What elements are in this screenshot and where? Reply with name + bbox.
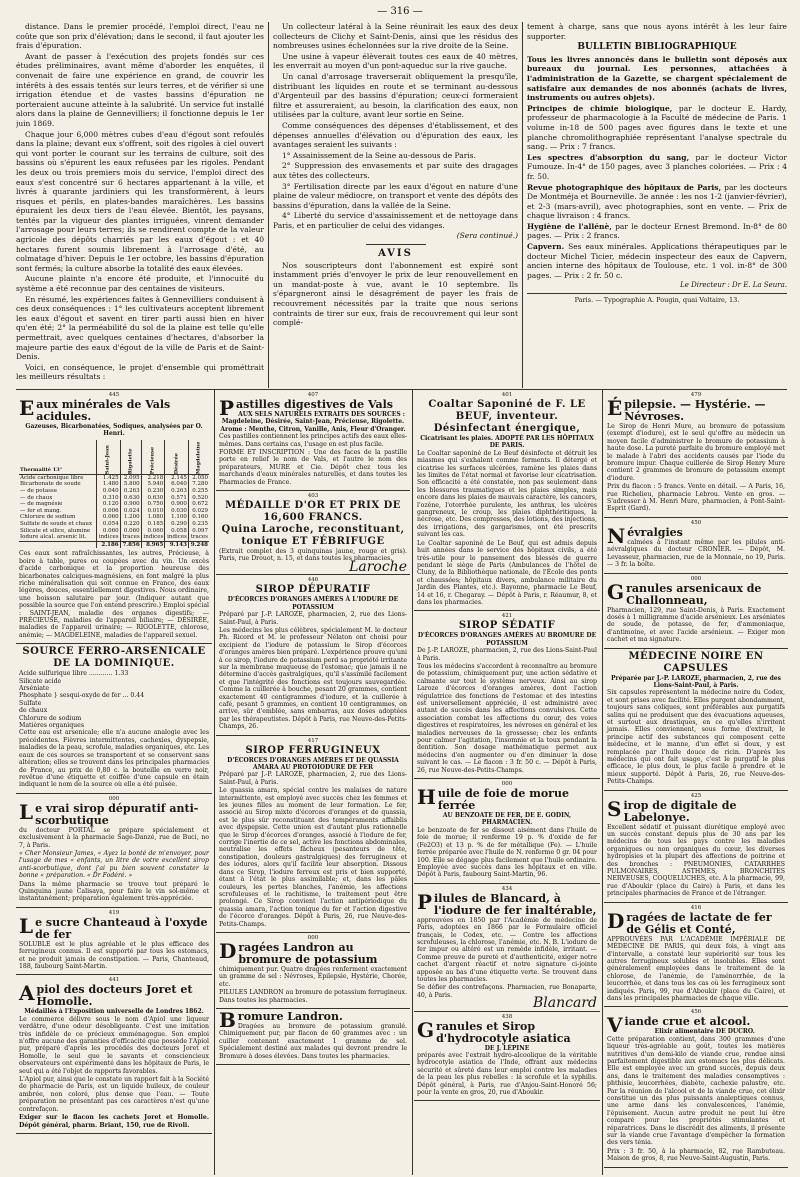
bulletin-entry xyxy=(527,183,787,221)
ad-title-rest: ragées de lactate de fer de Gélis et Conté, xyxy=(626,910,772,936)
advertisement xyxy=(604,1007,788,1167)
ad-number: 401 xyxy=(501,392,513,398)
table-cell: 0.160 xyxy=(188,514,209,521)
table-cell: 1.100 xyxy=(165,514,189,521)
ad-title xyxy=(417,1017,597,1045)
table-cell: — de chaux xyxy=(20,494,53,501)
table-cell: 0.058 xyxy=(165,528,189,535)
ad-text: Le benzoate de fer se dissout aisément dans l'huile de foie de morue; il renferme 19 p. % d'oxide de fer (Fe2O3) et 13 p. % de fer métallique (Fe). — L'huile ferrée préparée avec l'huile de N. renferme 0 gr. 04 pour 100. Elle se dégage plus facilement que l'huile ordinaire. Employée avec succès dans les hôpitaux et en ville. Dépôt à Paris, faubourg Saint-Martin, 96. xyxy=(417,826,597,879)
article-column-3 xyxy=(527,22,787,390)
ad-line: Matières organiques xyxy=(19,722,84,730)
ad-title-rest: iande crue et alcool. xyxy=(624,1015,751,1029)
table-row xyxy=(19,514,209,521)
advertisement xyxy=(604,518,788,574)
table-header xyxy=(165,440,189,475)
ad-title-initial: É xyxy=(607,396,623,420)
ad-text: chimiquement pur. Quatre dragées renferment exactement un gramme de sel : Névroses, Épilepsie, Hystérie, Chorée, etc. xyxy=(219,965,407,988)
table-header-label: Saint-Jean xyxy=(105,445,111,475)
table-row xyxy=(19,474,209,481)
ad-text: Tous les médecins s'accordent à reconnaître au bromure de potassium, chimiquement pur, une action sédative et calmante sur tout le système nerveux. Ainsi au sirop Laroze d'écorces d'oranges amères, dont l'action régulatrice des fonctions de l'estomac et des intestins est universellement appréciée, il est administré avec autant de succès dans les affections convulsives. Cette association combat les affections du cœur, des voies digestives et respiratoires, les névroses en général et les maladies nerveuses de la grossesse; chez les enfants pour calmer l'agitation, l'insomnie et la toux pendant la dentition. Son dosage mathématique permet aux médecins d'en augmenter ou d'en diminuer la dose suivant le cas. — Le flacon : 3 fr. 50 c. — Dépôt à Paris, 26, rue Neuve-des-Petits-Champs. xyxy=(417,662,597,774)
ad-title xyxy=(19,799,209,827)
imprint: Paris. — Typographie A. Pougin, quai Voltaire, 13. xyxy=(574,296,740,305)
ad-title xyxy=(607,908,785,936)
table-cell: 0.097 xyxy=(188,528,209,535)
table-cell: 0.571 xyxy=(165,495,189,502)
table-cell: 0.060 xyxy=(120,528,141,535)
table-cell: 2.186 xyxy=(96,541,120,548)
ad-number: 421 xyxy=(501,613,513,620)
table-cell: 2.095 xyxy=(120,474,141,481)
article-paragraph: 1° Assainissement de la Seine au-dessous de Paris. xyxy=(282,150,476,160)
advertisement xyxy=(216,736,410,933)
ad-signature: Blancard xyxy=(533,995,597,1012)
ad-title-initial: L xyxy=(19,913,34,938)
ad-title-initial: S xyxy=(607,796,622,821)
ad-signature: Laroche xyxy=(349,558,407,575)
ad-number: 445 xyxy=(108,392,120,398)
table-cell: 0.672 xyxy=(188,501,209,508)
column-rule xyxy=(602,390,603,1175)
advertisement xyxy=(414,611,600,779)
ad-line: Silicate acide xyxy=(19,677,62,685)
advertisement xyxy=(16,794,212,908)
table-header xyxy=(141,440,165,475)
table-cell: 0.120 xyxy=(96,501,120,508)
article-paragraph: Avant de passer à l'exécution des projets fondés sur ces études préliminaires, avant même d'aborder les enquêtes, il convenait de faire une expérience en grand, de couvrir les intérêts à des essais tentés sur leurs terres, et de vérifier si une irrigation étendue et de vastes bassins d'épuration ne porteraient aucune atteinte à la salubrité. Un service fut installé alors dans la plaine de Gennevilliers; il fonctionne depuis le 1er juin 1869. xyxy=(16,51,264,128)
ad-text: calmées à l'instant même par les pilules anti-névralgiques du docteur CRONIER. — Dépôt, M. Levasseur, pharmacien, rue de la Monnaie, no 19, Paris. — 3 fr. la boîte. xyxy=(607,538,785,569)
ad-number: 416 xyxy=(690,904,702,911)
ad-title-rest: e vrai sirop dépuratif anti-scorbutique xyxy=(35,801,199,827)
article-column-1 xyxy=(16,22,264,390)
ad-subtitle: Gazeuses, Bicarbonatées, Sodiques, analysées par O. Henri. xyxy=(25,423,203,438)
ad-text: Pharmacien, 129, rue Saint-Denis, à Paris. Exactement dosés à 1 milligramme d'acide arsénieux. Les arséniates de soude, de potasse, de fer, d'ammoniaque, d'antimoine, et avec l'acide arsénieux. — Exiger mon cachet et ma signature. xyxy=(607,606,785,644)
ad-line: Chlorure de sodium xyxy=(19,714,82,722)
ad-subtitle: Elixir alimentaire DE DUCRO. xyxy=(654,1028,755,1036)
ad-title-rest: évralgies xyxy=(627,525,683,539)
table-cell: 1.480 xyxy=(96,481,120,488)
ad-title: MÉDAILLE D'OR ET PRIX DE 16,600 FRANCS. xyxy=(225,500,401,524)
article-paragraph: Voici, en conséquence, le projet d'ensemble qui prométtrait les meilleurs résultats : xyxy=(16,362,264,382)
ad-number: 000 xyxy=(690,575,702,582)
ad-subtitle: AU BENZOATE DE FER, DE E. GODIN, PHARMACIEN. xyxy=(442,812,572,827)
ad-title-rest: ilules de Blancard, à l'iodure de fer inaltérable, xyxy=(434,891,597,917)
ad-text: L'Apiol pur, ainsi que le constate un rapport fait à la Société de pharmacie de Paris, est un liquide huileux, de couleur ambrée, non coloré, plus dense que l'eau. — Toute préparation ne présentant pas ces caractères n'est qu'une contrefaçon. xyxy=(19,1076,209,1113)
table-header-label: Magdeleine xyxy=(195,441,202,475)
ad-number: 000 xyxy=(307,934,319,941)
table-cell: 5.800 xyxy=(120,481,141,488)
article-paragraph: Un canal d'arrosage traverserait obliquement la presqu'île, distribuant les liquides en route et se terminant au-dessous d'Argenteuil par des bassins d'épuration; ceux-ci formeraient filtre et assureraient, au besoin, la clarification des eaux, non utilisées par la culture, avant leur sortie en Seine. xyxy=(273,71,518,120)
table-cell: indices xyxy=(165,534,189,541)
ad-title-rest: aux minérales de Vals acidules. xyxy=(36,398,171,423)
column-rule xyxy=(214,390,215,1175)
table-cell: — fer et mang. xyxy=(20,507,62,514)
table-cell: 8.965 xyxy=(141,541,165,548)
table-cell: Sulfate de soude et chaux xyxy=(20,520,93,527)
bulletin-entry-title: Les spectres d'absorption du sang, xyxy=(527,152,690,162)
bulletin-entry-text: par le docteur E. Hardy, professeur de pharmacologie à la Faculté de médecine de Paris. 1 volume in-18 de 500 pages avec figures dans le texte et une planche chromolithographiée représentant l'analyse spectrale du sang. — Prix : 7 francs. xyxy=(527,103,787,152)
ad-title-initial: D xyxy=(607,908,625,933)
ad-number: 479 xyxy=(690,392,702,398)
ad-text: Exiger sur le flacon les cachets Joret et Homolle. Dépôt général, pharm. Briant, 150, rue de Rivoli. xyxy=(19,1114,209,1129)
page-number: — 316 — xyxy=(377,6,423,17)
table-cell: 0.263 xyxy=(165,488,189,495)
table-cell: 0.255 xyxy=(188,488,209,495)
ad-title: SOURCE FERRO-ARSENICALE DE LA DOMINIQUE. xyxy=(22,646,206,670)
ad-text: (Extrait complet des 3 quinquinas jaune, rouge et gris). Paris, rue Drouot, n. 15, et dans toutes les pharmacies. xyxy=(219,548,407,563)
ad-subtitle: D'ÉCORCES D'ORANGES AMÈRES À L'IODURE DE POTASSIUM xyxy=(227,596,399,611)
ad-title-initial: D xyxy=(219,938,237,963)
table-cell: Silicate et silice, alumine xyxy=(20,527,91,534)
advertisement xyxy=(414,390,600,611)
ad-title-initial: E xyxy=(19,396,35,420)
advertisement xyxy=(604,649,788,791)
table-cell: 9.248 xyxy=(188,541,209,548)
ad-title: SIROP SÉDATIF xyxy=(458,620,556,632)
ad-title-initial: G xyxy=(607,579,625,604)
ad-title xyxy=(607,523,785,548)
ad-title: MÉDECINE NOIRE EN CAPSULES xyxy=(628,650,764,674)
ad-text: Le Coaltar saponiné de Le Beuf, qui est admis depuis huit années dans le service des hôpitaux civils, a été très-utile pour le pansement des blessés de guerre pendant le siège de Paris (Ambulances de l'hôtel de Cluny, de la Bibliothèque nationale, de l'École des ponts et chaussées; hôpitaux divers, ambulance militaire du Jardin des Plantes, etc.). Bayonne, pharmacie Le Beuf, 14 et 16, r. Chegaray. — Dépôt à Paris, r. Réaumur, 8, et dans les pharmacies. xyxy=(417,539,597,606)
table-cell: — de potasse xyxy=(20,488,57,494)
table-cell: 0.060 xyxy=(96,528,120,535)
ad-title xyxy=(607,579,785,607)
table-cell: 7.856 xyxy=(120,541,141,548)
ad-text: Préparé par J.-P. LAROZE, pharmacien, 2, rue des Lions-Saint-Paul, à Paris. xyxy=(219,771,407,786)
ad-text: Les médecins les plus célèbres, spécialement M. le docteur Ph. Ricord et M. le professeur Nélaton ont choisi pour excipient de l'iodure de potassium le Sirop d'écorces d'oranges amères bien préparé. L'expérience prouve qu'uni à ce sirop, l'iodure de potassium perd sa propriété irritante sur la membrane muqueuse de l'estomac; que jamais il ne détermine d'accès gastralgiques, qu'il s'assimile facilement et que l'intégrité des fonctions est toujours sauvegardée. Comme la cuillerée à bouche, pesant 20 grammes, contient exactement 40 centigrammes d'iodure, et la cuillerée à café, pesant 5 grammes, en contient 10 centigrammes, on arrive, sûr d'emblée, sans embarras, aux doses adoptées par les thérapeutistes. Dépôt à Paris, rue Neuve-des-Petits-Champs, 26. xyxy=(219,626,407,731)
ad-text: De J.-P. LAROZE, pharmacien, 2, rue des Lions-Saint-Paul à Paris. xyxy=(417,647,597,662)
advertisement xyxy=(216,491,410,575)
article-paragraph: Chaque jour 6,000 mètres cubes d'eau d'égout sont refoulés dans la plaine; devant eux s'offrent, soit des rigoles à ciel ouvert qui vont porter le courant sur les terrains de culture, soit des bassins où s'épurent les eaux refusées par les rigoles. Pendant les deux ou trois premiers mois du service, l'emploi direct des eaux s'est concentré sur 6 hectares appartenant à la ville, et livrés à quarante jardiniers qui les transformèrent, à leurs risques et périls, en plates-bandes maraîchères. Les bassins épuraient les deux tiers de l'eau élevée. Bientôt, les paysans, tentés par la vigueur des plantes irriguées, vinrent demander l'arrosage pour leurs terres; ils se rendirent compte de la valeur agricole des dépôts charriés par les eaux d'égout : et 40 hectares furent soumis librement à l'arrosage d'été, au colmatage d'hiver. Depuis le 1er octobre, les bassins d'épuration sont fermés; la culture absorbe la totalité des eaux élevées. xyxy=(16,129,264,273)
column-rule xyxy=(412,390,413,1175)
ad-line: Sulfate xyxy=(19,699,42,707)
bulletin-entry-text: par le docteur Victor Fumouze. In-4° de 150 pages, avec 3 planches coloriées. — Prix : 4 fr. 50. xyxy=(527,152,787,181)
ad-title xyxy=(607,396,785,423)
ad-title-initial: N xyxy=(607,523,626,548)
ad-title-initial: L xyxy=(19,799,34,824)
table-cell: 0.024 xyxy=(120,508,141,515)
ad-text: Le Coaltar saponiné de Le Beuf désinfecte et détruit les miasmes qui s'exhalent comme ferments. Il détergé et cicatrise les surfaces ulcérées, ramène les plaies dans les limites de l'état normal et favorise leur cicatrisation. Son efficacité a été constatée, non pas seulement dans les blessures traumatiques et les plaies simples, mais encore dans les plaies de mauvais caractère, les cancers, l'ozène, l'otorrhée purulente, les anthrax, les ulcères gangreneux, le croup, les plaies diphthéritiques, la nécrose, etc. Des compresses, des lotions, des injections, des irrigations, des gargarismes, ont été prescrits suivant les cas. xyxy=(417,449,597,539)
article-column-2 xyxy=(273,22,518,390)
article-paragraph: 2° Suppression des envasements et par suite des dragages aux têtes des collecteurs. xyxy=(273,161,518,180)
article-paragraph: 3° Fertilisation directe par les eaux d'égout en nature d'une plaine de valeur médiocre, on transport et vente des dépôts des bassins d'épuration, dans la vallée de la Seine. xyxy=(273,181,518,210)
ad-text: Le commerce délivre sous le nom d'Apiol une liqueur verdâtre, d'une odeur désobligeante. C'est une imitation très infidèle de ce précieux emménagogue. Son emploi n'offre aucune des garanties d'efficacité que possède l'Apiol pur, préparé d'après les procédés des docteurs Joret et Homolle, le seul que le savants et consciencieux observateurs ont expérimenté dans les hôpitaux de Paris, le seul qui a été l'objet de rapports favorables. xyxy=(19,1015,209,1075)
ad-title xyxy=(417,785,597,813)
ad-title-rest: ranules et Sirop d'hydrocotyle asiatica xyxy=(436,1019,571,1045)
ad-title xyxy=(607,796,785,824)
table-cell: 0.230 xyxy=(141,488,165,495)
divider xyxy=(527,293,787,294)
table-row xyxy=(19,528,209,535)
bulletin-entry xyxy=(527,153,787,182)
advertisement xyxy=(604,903,788,1008)
ad-title xyxy=(219,1008,407,1032)
ads-column-1 xyxy=(16,390,212,1175)
table-cell: indices xyxy=(141,534,165,541)
article-paragraph: En résumé, les expériences faites à Gennevilliers conduisent à ces deux conséquences : 1° les cultivateurs acceptent librement les eaux d'égout et savent en tirer parti aussi bien en hiver qu'en été; 2° la perméabilité du sol de la plaine est telle qu'elle permettrait, avec quelques centaines d'hectares, d'absorber la majeure partie des eaux d'égout de la ville de Paris et de Saint-Denis. xyxy=(16,294,264,362)
bulletin-entry xyxy=(527,242,787,280)
bulletin-entry-title: Capvern. xyxy=(527,242,565,252)
table-cell: Chlorure de sodium xyxy=(20,514,76,521)
ad-title-initial: P xyxy=(417,889,433,914)
advertisement xyxy=(604,574,788,649)
table-cell: 0.054 xyxy=(96,521,120,528)
ad-title xyxy=(219,396,407,420)
article-paragraph: Un collecteur latéral à la Seine réunirait les eaux des deux collecteurs de Clichy et Saint-Denis, ainsi que les résidus des nombreuses usines échelonnées sur la rive droite de la Seine. xyxy=(273,22,518,51)
table-header xyxy=(188,440,209,475)
ad-text: FORME ET INSCRIPTION : Une des faces de la pastille porte en relief le nom de Vals, et l'autre le nom des préparateurs, MURE et Cie. Dépôt chez tous les marchands d'eaux minérales naturelles, et dans toutes les Pharmacies de France. xyxy=(219,449,407,486)
table-cell: 0.290 xyxy=(165,521,189,528)
ad-title xyxy=(417,889,597,917)
ad-number: 438 xyxy=(501,1013,513,1020)
table-cell: 0.006 xyxy=(96,508,120,515)
table-cell: 2.218 xyxy=(141,474,165,481)
ad-text: PILULES LANDRON au bromure de potassium ferrugineux. Dans toutes les pharmacies. xyxy=(219,989,407,1004)
ad-line: Acide sulfurique libre ............ 1.33 xyxy=(19,670,129,678)
continued-note: (Sera continué.) xyxy=(456,231,518,241)
table-cell: 0.060 xyxy=(141,528,165,535)
table-cell: Bicarbonate de soude xyxy=(20,481,81,488)
advertisement xyxy=(16,390,212,644)
ad-text: Le Sirop de Henri Mure, au bromure de potassium (exempt d'iodure), est le seul qu'offre au médecin un moyen facile d'administrer le bromure de potassium à haute dose. La pureté parfaite du bromure employé met le malade à l'abri des accidents causés par l'iode du bromure impur. Chaque cuillerée de Sirop Henry Mure contient 2 grammes de bromure de potassium exempt d'iodure. xyxy=(607,423,785,482)
table-cell: Acide carbonique libre xyxy=(20,474,84,481)
director-signature: Le Directeur : Dr E. La Seura. xyxy=(680,281,787,290)
table-header xyxy=(120,440,141,475)
advertisement xyxy=(216,933,410,1009)
ad-text: Préparé par J.-P. LAROZE, pharmacien, 2, rue des Lions-Saint-Paul, à Paris. xyxy=(219,611,407,626)
ad-title-initial: P xyxy=(219,396,235,420)
advertisement xyxy=(414,884,600,1012)
table-cell: 0.029 xyxy=(188,508,209,515)
advertisement xyxy=(414,1012,600,1102)
ad-title-initial: H xyxy=(417,785,436,810)
ad-text: Excellent sédatif et puissant diurétique employé avec un succès constant depuis plus de 30 ans par les médecins de tous les pays contre les maladies organiques ou non organiques du cœur, les diverses hydropisies et la plupart des affections de poitrine et des bronches : PNEUMONIES, CATARRHES PULMONAIRES, ASTHMES, BRONCHITES NERVEUSES, COQUELUCHES, etc. À la pharmacie, 99, rue d'Aboukir (place du Caire) à Paris, et dans les principales pharmacies de France et de l'étranger. xyxy=(607,823,785,898)
table-cell: 1.200 xyxy=(120,514,141,521)
table-total-row xyxy=(19,541,209,548)
table-cell: 1.425 xyxy=(96,474,120,481)
table-cell: 0.750 xyxy=(141,501,165,508)
table-cell: 2.050 xyxy=(188,474,209,481)
bulletin-entry-title: Hygiène de l'allénè, xyxy=(527,221,612,231)
table-cell: 0.235 xyxy=(188,521,209,528)
table-cell: Iodure alcal. arsenic lit. xyxy=(20,534,87,541)
ad-title: SIROP FERRUGINEUX xyxy=(245,744,381,756)
divider xyxy=(366,244,426,245)
ad-number: 446 xyxy=(307,577,319,584)
ad-line: Phosphate } sesqui-oxyde de fer ... 0.44 xyxy=(19,692,145,700)
avis-text: Nos souscripteurs dont l'abonnement est expiré sont instamment priés d'envoyer le prix de leur renouvellement en un mandat-poste à vue, avant le 10 septembre. Ils s'épargneront ainsi le désagrément de payer les frais de recouvrement nécessités par la traite que nous serions contraints de tirer sur eux, frais de recouvrement qui leur sont complé- xyxy=(273,260,518,328)
analysis-table xyxy=(19,440,209,549)
advertisement xyxy=(16,975,212,1134)
table-header-label: Thermalité 13° xyxy=(20,467,63,474)
ad-title-rest: astilles digestives de Vals xyxy=(236,398,393,411)
ad-number: 441 xyxy=(108,977,120,984)
column-rule xyxy=(268,22,269,388)
table-cell: 2.145 xyxy=(165,474,189,481)
bulletin-intro: Tous les livres annoncés dans le bulletin sont déposés aux bureaux du journal. Les personnes, attachées à l'administration de la Gazette, se chargent spécialement de satisfaire aux demandes de nos abonnés (achats de livres, instruments ou autres objets). xyxy=(527,54,787,103)
ad-subtitle: AUX SELS NATURELS EXTRAITS DES SOURCES : Magdeleine, Désirée, Saint-Jean, Précieuse, Rigolette. Arome : Menthe, Citron, Vanille, Anis, Fleur d'Oranger. xyxy=(220,411,406,433)
ad-line: de chaux xyxy=(19,707,48,715)
ad-title: SIROP DÉPURATIF xyxy=(255,584,371,596)
table-cell: 0.900 xyxy=(165,501,189,508)
table-cell: 0.030 xyxy=(165,508,189,515)
bulletin-title: BULLETIN BIBLIOGRAPHIQUE xyxy=(577,42,737,53)
ad-title-secondary: Quina Laroche, reconstituant, tonique ET FÉBRIFUGE xyxy=(221,524,405,548)
ad-text: approuvées en 1850 par l'Académie de médecine de Paris, adoptées en 1866 par le Formulaire officiel français, le Codex, etc. — Contre les affections scrofuleuses, la chlorose, l'anémie, etc. N. B. L'iodure de fer impur ou altéré est un remède infidèle, irritant. — Comme preuve de pureté et d'authenticité, exiger notre cachet d'argent réactif et notre signature ci-jointe apposée au bas d'une étiquette verte. Se trouvent dans toutes les pharmacies. xyxy=(417,916,597,983)
ad-text: Cette préparation contient, dans 300 grammes d'une liqueur très-agréable au goût, toutes les matières nutritives d'un demi-kilo de viande crue, rendue ainsi parfaitement digestible aux estomacs les plus délicats. Elle est employée avec un grand succès, depuis deux ans, dans le traitement des maladies consomptives : phthisie, leucorrhées, diabète, cachexie palustre, etc. Par la réunion de l'alcool et de la viande crue, cet élixir constitue un des plus puissants analeptiques connus, une arme dans les convalescences, l'anémie, l'épuisement. Aucun autre produit ne peut lui être comparé pour les propriétés stimulantes et réparatrices. Dans le discrédit des aliments, il présente sur la viande crue l'avantage d'empêcher la formation des vers ténia. xyxy=(607,1035,785,1147)
table-cell: 0.010 xyxy=(141,508,165,515)
ad-text: Cette eau est arsenicale; elle n'a aucune analogie avec les précédentes. Fièvres intermittentes, cachexies, dyspepsie, maladies de la peau, scrofule, maladies organiques, etc. Les eaux de ces sources se transportent et se conservent sans altération; elles se trouvent dans les principales pharmacies de France, au prix de 0,80 c. la bouteille en verre noir, revêtue d'une étiquette et coiffée d'une capsule en étain indiquant le nom de la source où elle a été puisée. xyxy=(19,729,209,789)
table-row xyxy=(19,481,209,488)
ad-text: Prix du flacon : 5 francs. Vente en détail. — A Paris, 16, rue Richelieu, pharmacie Lebrou. Vente en gros. — S'adresser à M. Henri Mure, pharmacien, à Pont-Saint-Esprit (Gard). xyxy=(607,483,785,513)
avis-title: AVIS xyxy=(378,248,413,260)
advertisement xyxy=(414,779,600,884)
advertisement xyxy=(216,390,410,491)
ad-number: 403 xyxy=(307,493,319,500)
ad-text: Ces eaux sont rafraîchissantes, les autres, Précieuse, à boire à table, pures ou coupées avec du vin. Un excès d'acide carbonique et la proportion heureuse des bicarbonates calciques-magnésiens, en font malgré la plus riche minéralisation qui soit connue en France, des eaux légères, douces, essentiellement digestives. Nous ordinaire, une boisson salutaire par jour. (Indiquer autant que possible la source que l'on entend prescrire.) Emploi spécial : SAINT-JEAN, maladie des organes digestifs; — PRÉCIEUSE, maladies de l'appareil biliaire; — DÉSIRÉE, maladies de l'appareil urinaire; — RIGOLETTE, chlorose, anémie; — MAGDELEINE, maladies de l'appareil sexuel. xyxy=(19,550,209,639)
table-header-label: Désirée xyxy=(173,453,180,475)
ad-title: Coaltar Saponiné de F. LE BEUF, inventeur. Désinfectant énergique, xyxy=(428,399,586,434)
ad-number: 425 xyxy=(690,792,702,799)
ad-title-rest: piol des docteurs Joret et Homolle. xyxy=(36,983,193,1009)
table-cell: indices xyxy=(96,534,120,541)
table-header xyxy=(96,440,120,475)
table-row xyxy=(19,521,209,528)
table-cell: 1.080 xyxy=(141,514,165,521)
ad-title-rest: e sucre Chanteaud à l'oxyde de fer xyxy=(35,915,208,941)
table-header xyxy=(19,440,96,475)
advertisement xyxy=(216,575,410,735)
table-cell: 0.060 xyxy=(96,514,120,521)
ad-title xyxy=(19,396,209,423)
ad-subtitle: Préparée par J.-P. LAROZE, pharmacien, 2, rue des Lions-Saint-Paul, à Paris. xyxy=(611,674,781,689)
ad-title-initial: V xyxy=(607,1013,623,1038)
table-row xyxy=(19,501,209,508)
ads-column-3 xyxy=(414,390,600,1175)
ad-number: 407 xyxy=(307,392,319,398)
table-row xyxy=(19,534,209,541)
ad-text: Dans la même pharmacie se trouve tout préparé le Quinquina jaune Calisaya, pour faire le vin sol-même et instantanément; préparation également très-appréciée. xyxy=(19,880,209,903)
ad-title-rest: ranules arsenicaux de Challonneau, xyxy=(626,581,762,607)
article-paragraph: 4° Liberté du service d'assainissement et de nettoyage dans Paris, et en particulier de celui des vidanges. xyxy=(273,211,518,230)
table-cell: 6.040 xyxy=(165,481,189,488)
advertisement xyxy=(604,791,788,903)
ad-number: 456 xyxy=(690,1009,702,1016)
advertisement xyxy=(216,1009,410,1065)
ad-text: Prix : 3 fr. 50, à la pharmacie, 82, rue Rambuteau. Maison de gros, 8, rue Neuve-Saint-Augustin, Paris. xyxy=(607,1147,785,1163)
ad-subtitle: D'ÉCORCES D'ORANGES AMÈRES AU BROMURE DE POTASSIUM xyxy=(417,632,597,647)
article-paragraph: Aucune plainte n'a encore été produite, et l'innocuité du système a été reconnue par des centaines de visiteurs. xyxy=(16,274,264,294)
article-paragraph: Comme conséquences des dépenses d'établissement, et des dépenses annuelles d'élévation ou d'épuration des eaux, les avantages seraient les suivants : xyxy=(273,120,518,150)
ad-title-initial: A xyxy=(19,981,35,1006)
ad-subtitle: D'ÉCORCES D'ORANGES AMÈRES ET DE QUASSIA AMARA AU PROTOIODURE DE FER xyxy=(227,756,399,771)
ad-title xyxy=(19,913,209,941)
bulletin-entry-title: Revue photographique des hôpitaux de Paris, xyxy=(527,182,722,192)
table-cell: traces xyxy=(188,534,209,541)
table-cell: 0.630 xyxy=(141,495,165,502)
bulletin-entry xyxy=(527,104,787,152)
table-cell: 0.220 xyxy=(120,521,141,528)
bulletin-entry xyxy=(527,222,787,241)
ad-number: 434 xyxy=(501,885,513,892)
table-header-row xyxy=(19,440,209,475)
ad-title-rest: irop de digitale de Labelonye. xyxy=(623,798,737,824)
table-row xyxy=(19,488,209,495)
ad-text: SOLUBLE est le plus agréable et le plus efficace des ferrugineux connus. Il est supporté par tous les estomacs, et ne produit jamais de constipation. — Paris, Chanteaud, 188, faubourg Saint-Martin. xyxy=(19,940,209,970)
table-cell: 0.900 xyxy=(120,501,141,508)
table-cell: 0.630 xyxy=(120,495,141,502)
ad-title-rest: pilepsie. — Hystérie. — Névroses. xyxy=(624,398,766,423)
ad-title xyxy=(219,938,407,966)
bulletin-entry-text: par le docteur Ernest Bremond. In-8° de 80 pages. — Prix : 2 francs. xyxy=(527,221,787,241)
ad-number: 419 xyxy=(108,909,120,916)
ad-subtitle: Médaillés à l'Exposition universelle de Londres 1862. xyxy=(24,1008,204,1016)
ad-text: APPROUVÉES PAR L'ACADÉMIE IMPÉRIALE DE MÉDECINE DE PARIS, qui deux fois, à vingt ans d'intervalle, a constaté leur supériorité sur tous les autres ferrugineux solubles et insolubles. Elles sont généralement employées dans le traitement de la chlorose, de l'anémie, de l'aménorrhée, de la leucorrhée, et dans tous les cas où les ferrugineux sont indiqués. Paris, 99, rue d'Aboukir (place du Caire), et dans les principales pharmacies de chaque ville. xyxy=(607,935,785,1002)
table-cell: 0.310 xyxy=(96,495,120,502)
ad-number: 417 xyxy=(307,737,319,744)
bulletin-entry-text: par les docteurs De Montméja et Bourneville. 3e année : les nos 1-2 (janvier-février), et 2-3 (mars-avril), avec photographies, sont en vente. — Prix de chaque livraison : 4 francs. xyxy=(527,182,787,221)
ad-title-rest: uile de foie de morue ferrée xyxy=(437,787,569,813)
bulletin-entry-text: Ses eaux minérales. Applications thérapeutiques par le docteur Michel Ticier, médecin inspecteur des eaux de Capvern, ancien interne des hôpitaux de Toulouse, etc. 1 vol. in-8° de 300 pages. — Prix : 2 fr. 50 c. xyxy=(527,242,787,280)
ad-title-initial: G xyxy=(417,1017,435,1042)
ad-text: Dragées au bromure de potassium granulé. Chimiquement pur, par flacon de 60 grammes avec : un cuiller contenant exactement 1 gramme de sel. Spécialement destiné aux malades qui devront prendre le Bromure à doses élevées. Dans toutes les pharmacies. xyxy=(219,1022,407,1060)
ads-column-4 xyxy=(604,390,788,1175)
table-header-label: Précieuse xyxy=(149,447,156,475)
ad-title-rest: ragées Landron au bromure de potassium xyxy=(238,940,378,966)
column-rule xyxy=(522,22,523,388)
ad-text: préparés avec l'extrait hydro-alcoolique de la véritable hydrocotyle asiatica de l'Inde, offrant aux médecins sécurité et sûreté dans leur emploi contre les maladies de la peau les plus rebelles : la scrofule et la syphilis. Dépôt général, à Paris, rue d'Anjou-Saint-Honoré 56; pour la vente en gros, 20, rue d'Aboukir. xyxy=(417,1052,597,1097)
advertisement xyxy=(604,390,788,518)
table-cell: 0.040 xyxy=(96,488,120,495)
table-row xyxy=(19,508,209,515)
table-cell: 7.280 xyxy=(188,481,209,488)
table-header-label: Rigolette xyxy=(127,448,134,475)
ad-number: 450 xyxy=(690,519,702,526)
table-cell: 9.143 xyxy=(165,541,189,548)
ad-title xyxy=(19,981,209,1009)
ad-text: Le quassia amara, spécial contre les malaises de nature intermittente, est employé avec succès chez les femmes et les jeunes filles au moment de leur formation. Le fer, associé au Sirop mixte d'écorces d'oranges et de quassia, est le plus sûr reconstituant des tempéraments affaiblis avec dyspepsie. Cette union est d'autant plus rationnelle que le Sirop d'écorces d'oranges, associé à l'iodure de fer, corrige l'inertie de ce sel, active les fonctions abdominales, neutralise les effets fâcheux (pesanteurs de tête, constipation, douleurs gastralgiques) des ferrugineux et des iodures, alors qu'il facilite leur absorption. Dissous dans ce Sirop, l'iodure ferreux est pris et bien supporté, étant à l'état le plus assimilable; et, dans les pâles couleurs, les pertes blanches, l'anémie, les affections scrofuleuses et le rachitisme, le traitement peut être prolongé. Ce Sirop convient l'action antipériodique du quassia amara, l'action tonique du fer et l'action digestive de l'écorce d'oranges. Dépôt à Paris, 26, rue Neuve-des-Petits-Champs. xyxy=(219,787,407,928)
ad-number: 000 xyxy=(501,781,513,788)
ad-text: Ces pastilles contiennent les principes actifs des eaux elles-mêmes. Dans certains cas, l'usage en est plus facile. xyxy=(219,433,407,448)
table-cell xyxy=(19,541,96,548)
table-cell: 0.263 xyxy=(120,488,141,495)
table-cell: 0.520 xyxy=(188,495,209,502)
ad-subtitle: DE J. LÉPINE xyxy=(484,1044,530,1052)
ads-column-2 xyxy=(216,390,410,1175)
ad-text: Se défier des contrefaçons. Pharmacien, rue Bonaparte, 40, à Paris. xyxy=(417,984,597,999)
col3-top-text: tement à charge, sans que nous ayons intérêt à les leur faire supporter. xyxy=(527,22,787,41)
advertisement xyxy=(16,644,212,794)
ad-number: 000 xyxy=(108,795,120,802)
article-paragraph: distance. Dans le premier procédé, l'emploi direct, l'eau ne coûte que son prix d'élévation; dans le second, il faut ajouter les frais d'épuration. xyxy=(16,22,264,51)
ad-title-initial: B xyxy=(219,1008,236,1032)
ad-quote: « Cher Monsieur James, « Ayez la bonté de m'envoyer, pour l'usage de mes « enfants, un litre de votre excellent sirop anti-scorbutique, dont j'ai pu bien souvent constater la bonne « préparation. « Dr Fodéré. » xyxy=(19,849,209,880)
ad-subtitle: Cicatrisant les plaies. ADOPTÉ PAR LES HÔPITAUX DE PARIS. xyxy=(420,435,594,450)
ad-text: Six capsules représentent la médecine noire du Codex, et sont prises avec facilité. Elles purgent abondamment, toujours sans coliques, sont préférables aux purgatifs salins qui ne produisent que des évacuations aqueuses, et surtout aux drastiques, en ce qu'elles n'irritent jamais. Elles conviennent, sous forme d'extrait, le principe actif des substances qui composent cette médecine, et le manne, d'un effet si doux, y est remplacée par l'huile douce de ricin. D'après les médecins qui ont fait usage, c'est le purgatif le plus efficace, le plus doux, le plus facile à prendre et le mieux supporté. Dépôt à Paris, 26, rue Neuve-des-Petits-Champs. xyxy=(607,689,785,786)
ad-title-rest: romure Landron. xyxy=(237,1009,343,1023)
table-cell: 5.940 xyxy=(141,481,165,488)
table-cell: 0.185 xyxy=(141,521,165,528)
table-cell: traces xyxy=(120,534,141,541)
ad-text: du docteur PORTAL se prépare spécialement et exclusivement à la pharmacie Sage-Danzé, rue de Buci, no 7, à Paris. xyxy=(19,826,209,849)
table-cell: — de magnésie xyxy=(20,501,63,508)
article-paragraph: Une usine à vapeur élèverait toutes ces eaux de 40 mètres, les enverrait au moyen d'un pont-aqueduc sur la rive gauche. xyxy=(273,51,518,71)
advertisement xyxy=(16,908,212,976)
ad-line: Arséniate xyxy=(19,685,50,693)
bulletin-entry-title: Principes de chimie biologique, xyxy=(527,103,673,113)
